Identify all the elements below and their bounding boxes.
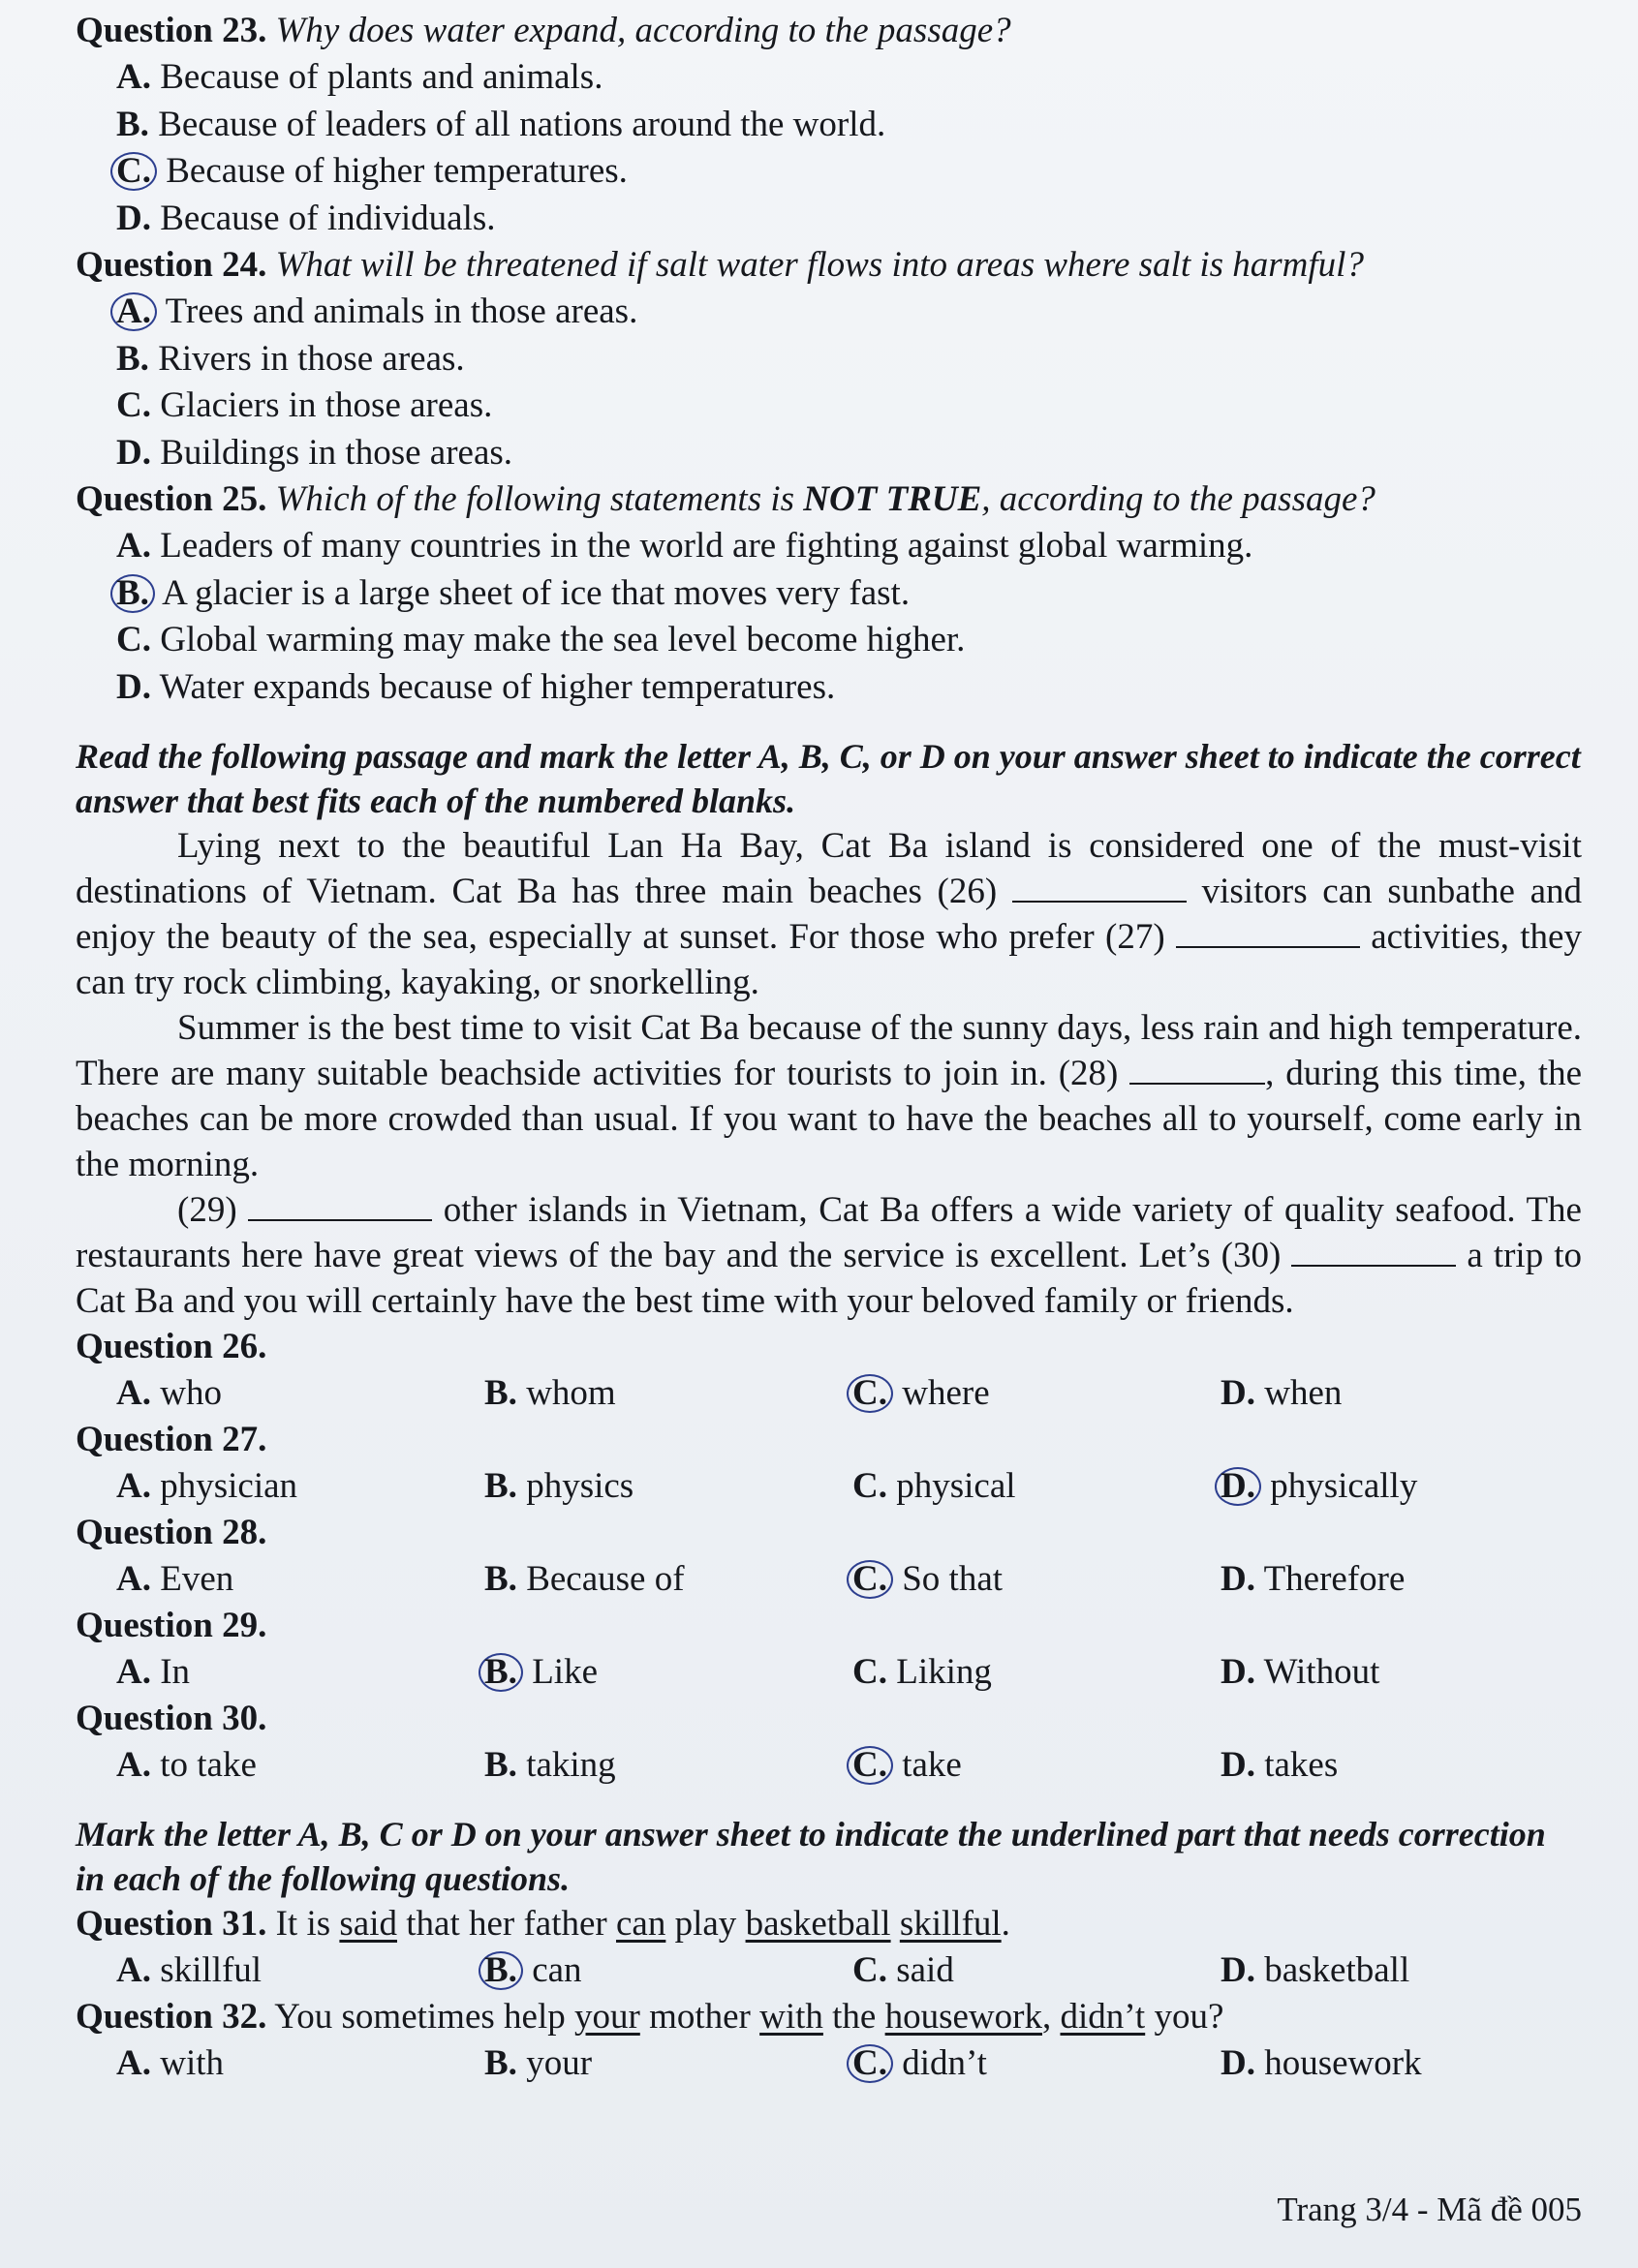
question-text: What will be threatened if salt water flows into areas where salt is harmful? [275, 245, 1364, 285]
option-c: C. didn’t [852, 2040, 1221, 2087]
question-31-heading: Question 31. It is said that her father can play basketball skillful. [76, 1904, 1010, 1944]
passage-paragraph-2: Summer is the best time to visit Cat Ba because of the sunny days, less rain and high temperature. There are many suitable beachside activities for tourists to join in. (28) , during this time, the beaches can be more crowded than usual. If you want to have the beaches all to yourself, come early in the morning. [76, 1008, 1582, 1184]
option-a: A. with [116, 2043, 225, 2083]
underlined-part: skillful [899, 1904, 1002, 1944]
option-c: C. Global warming may make the sea level become higher. [116, 620, 966, 659]
option-a: A. who [116, 1373, 222, 1413]
option-a: A. Because of plants and animals. [116, 57, 603, 97]
option-a: A. Even [116, 1559, 234, 1599]
option-b: B. your [484, 2043, 593, 2083]
question-28-options [76, 1556, 1582, 1603]
page-footer: Trang 3/4 - Mã đề 005 [1277, 2191, 1582, 2228]
circled-answer-mark: C. [847, 1746, 893, 1785]
option-d: D. Buildings in those areas. [116, 432, 513, 473]
question-32-options [76, 2040, 1582, 2087]
circled-answer-mark: B. [110, 574, 155, 613]
option-c: C. where [852, 1370, 1221, 1417]
question-31-options [76, 1947, 1582, 1994]
option-a: A. Leaders of many countries in the world are fighting against global warming. [116, 526, 1253, 566]
option-d: D. housework [1221, 2043, 1422, 2083]
question-32-heading: Question 32. You sometimes help your mother with the housework, didn’t you? [76, 1997, 1224, 2037]
passage-instruction: Read the following passage and mark the letter A, B, C, or D on your answer sheet to indicate the correct answer that best fits each of the numbered blanks. [76, 737, 1581, 820]
option-b: B. Rivers in those areas. [116, 338, 465, 379]
blank-29 [248, 1188, 432, 1221]
option-c: C. Glaciers in those areas. [116, 385, 493, 425]
underlined-part: basketball [745, 1904, 891, 1944]
question-text: Which of the following statements is NOT TRUE, according to the passage? [275, 479, 1375, 519]
option-a: A. Trees and animals in those areas. [76, 289, 1582, 336]
underlined-part: said [339, 1904, 397, 1944]
correction-instruction: Mark the letter A, B, C or D on your answer sheet to indicate the underlined part that needs correction in each of the following questions. [76, 1815, 1546, 1898]
circled-answer-mark: B. [479, 1951, 523, 1990]
blank-28 [1129, 1052, 1265, 1085]
option-b: B. physics [484, 1466, 634, 1506]
question-text: Why does water expand, according to the passage? [275, 11, 1011, 50]
option-b: B. taking [484, 1745, 616, 1785]
option-c: C. said [852, 1950, 954, 1990]
option-a: A. In [116, 1652, 191, 1692]
question-27-options [76, 1463, 1582, 1510]
question-number: Question 24. [76, 245, 267, 285]
option-c: C. physical [852, 1466, 1016, 1506]
question-26-heading: Question 26. [76, 1327, 267, 1366]
underlined-part: didn’t [1060, 1997, 1146, 2037]
blank-30 [1291, 1234, 1456, 1267]
option-c: C. Because of higher temperatures. [76, 148, 1582, 196]
circled-answer-mark: C. [110, 152, 157, 191]
option-b: B. Because of leaders of all nations around the world. [116, 104, 886, 144]
passage-paragraph-3: (29) other islands in Vietnam, Cat Ba offers a wide variety of quality seafood. The restaurants here have great views of the bay and the service is excellent. Let’s (30) a trip to Cat Ba and you will certainly have the best time with your beloved family or friends. [76, 1190, 1582, 1321]
option-d: D. basketball [1221, 1950, 1410, 1990]
underlined-part: your [573, 1997, 640, 2037]
option-d: D. Therefore [1221, 1559, 1406, 1599]
question-25-heading [76, 476, 1582, 523]
option-d: D. physically [1221, 1463, 1589, 1510]
circled-answer-mark: D. [1215, 1467, 1261, 1506]
underlined-part: can [616, 1904, 666, 1944]
question-28-heading: Question 28. [76, 1513, 267, 1552]
option-d: D. Because of individuals. [116, 198, 496, 238]
option-c: C. Liking [852, 1652, 992, 1692]
question-29-options [76, 1649, 1582, 1696]
circled-answer-mark: C. [847, 2044, 893, 2083]
option-b: B. A glacier is a large sheet of ice that moves very fast. [76, 570, 1582, 618]
question-27-heading: Question 27. [76, 1420, 267, 1459]
option-d: D. Water expands because of higher temperatures. [116, 666, 836, 707]
option-c: C. So that [852, 1556, 1221, 1603]
question-number: Question 23. [76, 11, 267, 50]
option-b: B. whom [484, 1373, 616, 1413]
question-23-heading [76, 8, 1582, 54]
question-26-options [76, 1370, 1582, 1417]
blank-26 [1012, 870, 1187, 903]
option-a: A. skillful [116, 1950, 263, 1990]
option-d: D. takes [1221, 1745, 1339, 1785]
option-d: D. Without [1221, 1652, 1380, 1692]
option-b: B. Like [484, 1649, 852, 1696]
underlined-part: with [759, 1997, 823, 2037]
circled-answer-mark: C. [847, 1560, 893, 1599]
question-29-heading: Question 29. [76, 1606, 267, 1645]
option-b: B. Because of [484, 1559, 685, 1599]
question-number: Question 25. [76, 479, 267, 519]
question-30-heading: Question 30. [76, 1699, 267, 1738]
question-24-heading [76, 242, 1582, 289]
option-a: A. physician [116, 1466, 298, 1506]
option-d: D. when [1221, 1373, 1343, 1413]
question-30-options [76, 1742, 1582, 1789]
circled-answer-mark: B. [479, 1653, 523, 1692]
circled-answer-mark: A. [110, 292, 157, 331]
option-b: B. can [484, 1947, 852, 1994]
circled-answer-mark: C. [847, 1374, 893, 1413]
underlined-part: housework [884, 1997, 1042, 2037]
option-c: C. take [852, 1742, 1221, 1789]
blank-27 [1176, 915, 1360, 948]
option-a: A. to take [116, 1745, 257, 1785]
passage-paragraph-1: Lying next to the beautiful Lan Ha Bay, Cat Ba island is considered one of the must-visit destinations of Vietnam. Cat Ba has three main beaches (26) visitors can sunbathe and enjoy the beauty of the sea, especially at sunset. For those who prefer (27) activities, they can try rock climbing, kayaking, or snorkelling. [76, 826, 1583, 1002]
